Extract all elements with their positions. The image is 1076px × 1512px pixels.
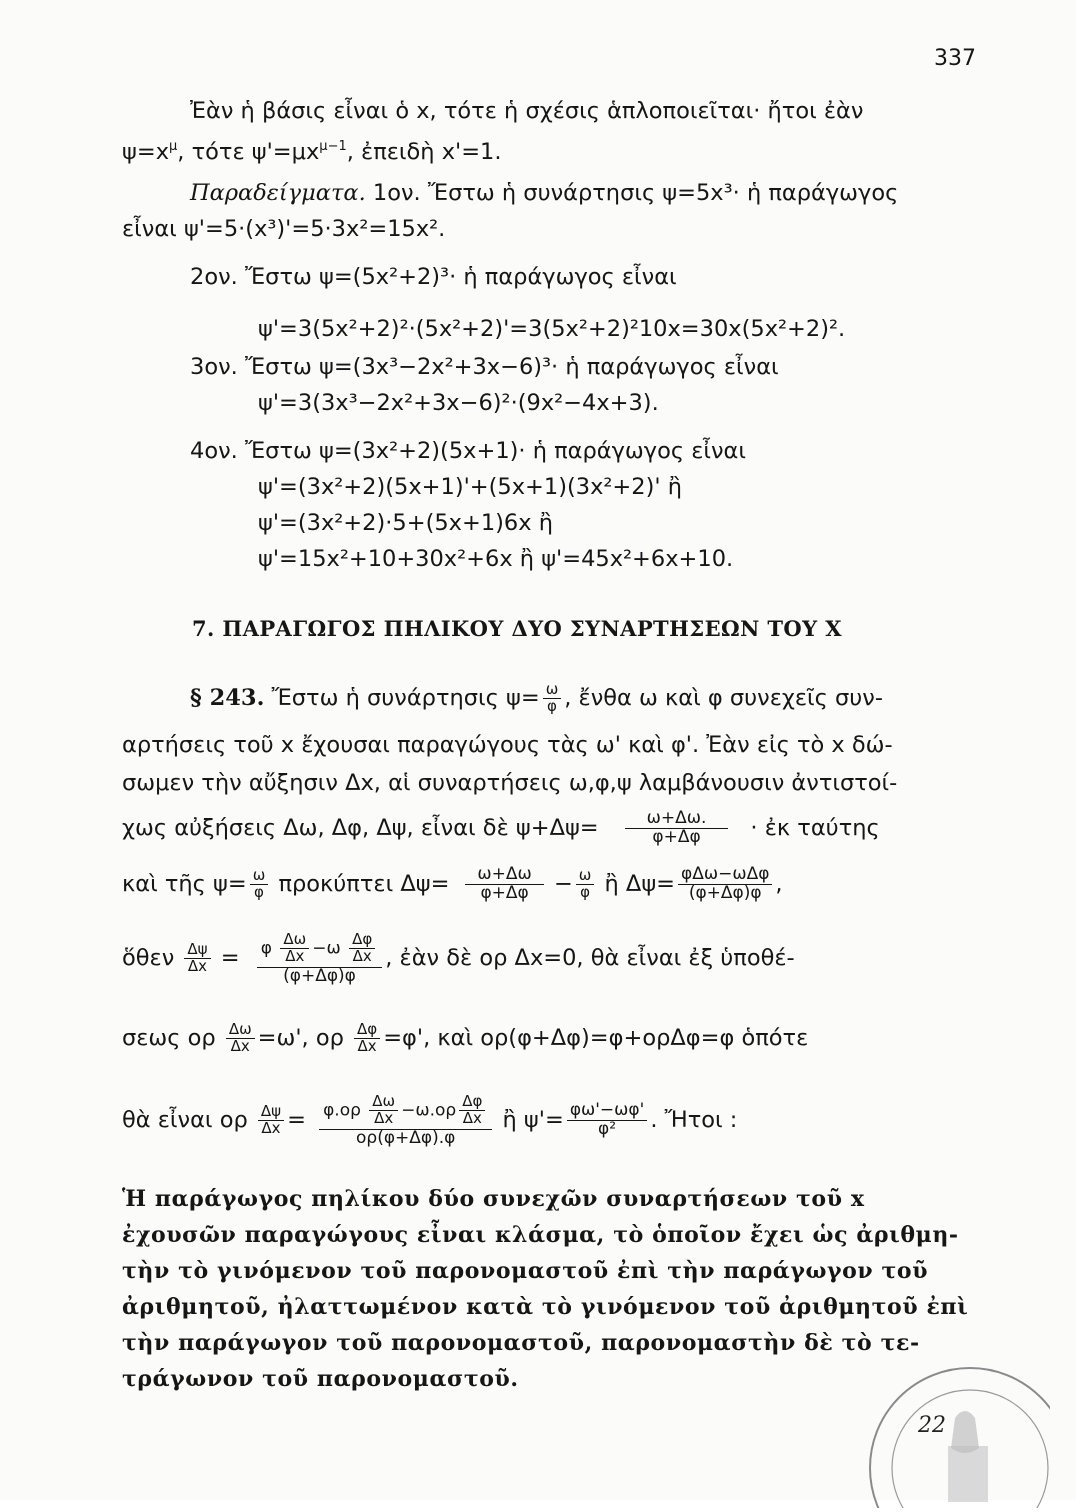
frac-denominator: Δx — [374, 1108, 394, 1127]
example-4-line-4: ψ'=15x²+10+30x²+6x ἢ ψ'=45x²+6x+10. — [258, 546, 734, 572]
para-line-3: σωμεν τὴν αὔξησιν Δx, αἱ συναρτήσεις ω,φ,ψ λαμβάνουσιν ἀντιστοί- — [122, 770, 898, 796]
intro-line-2c: , ἐπειδὴ x'=1. — [346, 139, 502, 165]
example-1-text: Ἔστω ἡ συνάρτησις ψ=5x³· ἡ παράγωγος — [427, 180, 899, 206]
intro-line-2a: ψ=x — [122, 139, 170, 165]
example-2-number: 2ον. — [190, 264, 238, 290]
diff-fraction — [678, 866, 772, 903]
example-4-line-3: ψ'=(3x²+2)·5+(5x+1)6x ἢ — [258, 510, 553, 536]
frac-numerator: Δω — [369, 1094, 398, 1111]
example-4-number: 4ον. — [190, 438, 238, 464]
example-1-number: 1ον. — [372, 180, 421, 206]
theorem-line-2: ἐχουσῶν παραγώγους εἶναι κλάσμα, τὸ ὁποῖον ἔχει ὡς ἀριθμη- — [122, 1222, 959, 1248]
theorem-line-6: τράγωνον τοῦ παρονομαστοῦ. — [122, 1366, 519, 1392]
theorem-line-5: τὴν παράγωγον τοῦ παρονομαστοῦ, παρονομαστὴν δὲ τὸ τε- — [122, 1330, 920, 1356]
examples-title: Παραδείγματα. — [190, 180, 366, 206]
big-frac-minus-omega: −ω — [312, 938, 341, 959]
frac-numerator: Δφ — [459, 1094, 485, 1111]
intro-line-2 — [122, 132, 502, 167]
frac-numerator: ω — [543, 682, 562, 699]
para-line-1 — [190, 682, 883, 715]
frac-denominator: φ — [254, 882, 264, 901]
para-line-7c: =φ', καὶ ορ(φ+Δφ)=φ+ορΔφ=φ ὁπότε — [383, 1024, 809, 1051]
frac-denominator: Δx — [352, 946, 372, 965]
dphi-dx-fraction — [349, 932, 375, 965]
stamp-graphic — [860, 1358, 1050, 1508]
frac-denominator: φ — [547, 696, 557, 715]
para-line-1a: Ἔστω ἡ συνάρτησις ψ= — [271, 684, 540, 711]
frac-numerator: ω — [250, 868, 269, 885]
frac-numerator: Δψ — [184, 942, 210, 959]
para-line-5a: καὶ τῆς ψ= — [122, 870, 247, 897]
para-line-5b: προκύπτει Δψ= — [278, 870, 450, 897]
frac-denominator: φ² — [598, 1119, 617, 1140]
para-line-8b: = — [287, 1107, 306, 1134]
frac-denominator: φ+Δφ — [652, 826, 701, 847]
domega-dx-fraction — [280, 932, 309, 965]
omega-over-phi-fraction-3 — [576, 868, 595, 901]
intro-exp-2: μ−1 — [319, 139, 347, 154]
intro-line-2b: , τότε ψ'=μx — [177, 139, 320, 165]
omega-over-phi-fraction-2 — [250, 868, 269, 901]
stamp-number: 22 — [918, 1413, 946, 1438]
frac-denominator: (φ+Δφ)φ — [688, 882, 762, 903]
example-3-line-2: ψ'=3(3x³−2x²+3x−6)²·(9x²−4x+3). — [258, 390, 659, 416]
example-3-text: Ἔστω ψ=(3x³−2x²+3x−6)³· ἡ παράγωγος εἶναι — [244, 354, 779, 380]
result-fraction — [567, 1102, 648, 1139]
library-stamp — [860, 1358, 1050, 1508]
frac-numerator: φω'−ωφ' — [567, 1102, 648, 1121]
para-line-4 — [122, 810, 880, 847]
frac-numerator: Δω — [226, 1022, 255, 1039]
sum-fraction — [625, 810, 729, 847]
section-heading: 7. ΠΑΡΑΓΩΓΟΣ ΠΗΛΙΚΟΥ ΔΥΟ ΣΥΝΑΡΤΗΣΕΩΝ ΤΟΥ X — [192, 616, 842, 641]
para-line-4a: χως αὐξήσεις Δω, Δφ, Δψ, εἶναι δὲ ψ+Δψ= — [122, 814, 599, 841]
theorem-line-3: τὴν τὸ γινόμενον τοῦ παρονομαστοῦ ἐπὶ τὴν παράγωγον τοῦ — [122, 1258, 929, 1284]
para-line-8a: θὰ εἶναι ορ — [122, 1107, 248, 1134]
limit-fraction — [319, 1094, 492, 1147]
dphi-dx-fraction-2 — [354, 1022, 380, 1055]
frac-numerator: Δφ — [349, 932, 375, 949]
big-fraction — [257, 932, 383, 985]
example-4-line-1 — [190, 436, 746, 466]
limit-num-a: φ.ορ — [323, 1100, 361, 1121]
intro-exp-1: μ — [169, 139, 178, 154]
example-3-line-1 — [190, 352, 779, 382]
examples-line — [190, 178, 898, 208]
para-line-8d: . Ἤτοι : — [650, 1107, 738, 1134]
theorem-line-1: Ἡ παράγωγος πηλίκου δύο συνεχῶν συναρτήσεων τοῦ x — [122, 1186, 865, 1212]
para-line-8 — [122, 1094, 737, 1147]
big-fraction-denominator: (φ+Δφ)φ — [283, 965, 356, 986]
example-4-text: Ἔστω ψ=(3x²+2)(5x+1)· ἡ παράγωγος εἶναι — [244, 438, 747, 464]
para-line-7 — [122, 1022, 808, 1055]
big-frac-phi: φ — [260, 938, 272, 959]
frac-denominator: Δx — [261, 1119, 281, 1138]
frac-numerator: φΔω−ωΔφ — [678, 866, 772, 885]
para-label: § 243. — [190, 684, 265, 711]
para-line-6b: = — [220, 945, 240, 972]
frac-denominator: φ+Δφ — [480, 882, 529, 903]
frac-numerator: ω+Δω. — [625, 810, 729, 829]
para-line-2: αρτήσεις τοῦ x ἔχουσαι παραγώγους τὰς ω' καὶ φ'. Ἐὰν εἰς τὸ x δώ- — [122, 732, 893, 758]
frac-denominator: Δx — [230, 1036, 250, 1055]
frac-denominator: Δx — [357, 1036, 377, 1055]
para-line-5: καὶ τῆς ψ= $\frac{\omega}{\varphi}$ προκύπτει Δψ= $\frac{\omega+\Delta\omega}{\varphi+\Delta\varphi}$ − $\frac{\omega}{\varphi}$ ἢ Δψ= $\frac{\text{φΔω−ωΔφ}}{(\varphi+\Delta\varphi)\varphi}$ , — [122, 864, 783, 903]
dphi-dx-fraction-3 — [459, 1094, 485, 1127]
para-line-7b: =ω', ορ — [257, 1024, 344, 1051]
domega-dx-fraction-2 — [226, 1022, 255, 1055]
page-number: 337 — [934, 46, 976, 71]
frac-denominator: Δx — [187, 957, 208, 976]
frac-numerator: ω — [576, 868, 595, 885]
frac-denominator: Δx — [285, 946, 305, 965]
para-line-6a: ὅθεν — [122, 945, 175, 972]
omega-over-phi-fraction — [543, 682, 562, 715]
para-line-7a: σεως ορ — [122, 1024, 216, 1051]
sum-fraction-2 — [465, 866, 543, 903]
dpsi-dx-fraction — [184, 942, 210, 975]
frac-numerator: ω+Δω — [465, 866, 543, 885]
frac-numerator: Δω — [280, 932, 309, 949]
limit-num-b: −ω.ορ — [401, 1100, 457, 1121]
para-line-4b: · ἐκ ταύτης — [750, 814, 880, 841]
frac-denominator: φ — [580, 882, 591, 901]
frac-numerator: Δψ — [258, 1104, 284, 1121]
theorem-line-4: ἀριθμητοῦ, ἠλαττωμένον κατὰ τὸ γινόμενον τοῦ ἀριθμητοῦ ἐπὶ — [122, 1294, 969, 1320]
example-3-number: 3ον. — [190, 354, 238, 380]
dpsi-dx-fraction-2 — [258, 1104, 284, 1137]
example-2-line-2: ψ'=3(5x²+2)²·(5x²+2)'=3(5x²+2)²10x=30x(5x²+2)². — [258, 316, 846, 342]
example-1-line-2: εἶναι ψ'=5·(x³)'=5·3x²=15x². — [122, 216, 446, 242]
para-line-1b: , ἔνθα ω καὶ φ συνεχεῖς συν- — [564, 684, 883, 711]
example-2-line-1 — [190, 262, 677, 292]
domega-dx-fraction-3 — [369, 1094, 398, 1127]
para-line-6 — [122, 932, 795, 985]
para-line-5d: ἢ Δψ= — [604, 870, 676, 897]
para-line-8c: ἢ ψ'= — [502, 1107, 564, 1134]
para-line-6c: , ἐὰν δὲ ορ Δx=0, θὰ εἶναι ἐξ ὑποθέ- — [385, 945, 795, 972]
limit-fraction-numerator — [319, 1094, 492, 1130]
limit-fraction-denominator: ορ(φ+Δφ).φ — [356, 1127, 456, 1148]
example-2-text: Ἔστω ψ=(5x²+2)³· ἡ παράγωγος εἶναι — [244, 264, 677, 290]
example-4-line-2: ψ'=(3x²+2)(5x+1)'+(5x+1)(3x²+2)' ἢ — [258, 474, 682, 500]
big-fraction-numerator — [257, 932, 383, 968]
frac-numerator: Δφ — [354, 1022, 380, 1039]
frac-denominator: Δx — [462, 1108, 482, 1127]
intro-line-1: Ἐὰν ἡ βάσις εἶναι ὁ x, τότε ἡ σχέσις ἁπλοποιεῖται· ἤτοι ἐὰν — [190, 98, 864, 124]
para-line-5c: − — [553, 870, 573, 897]
